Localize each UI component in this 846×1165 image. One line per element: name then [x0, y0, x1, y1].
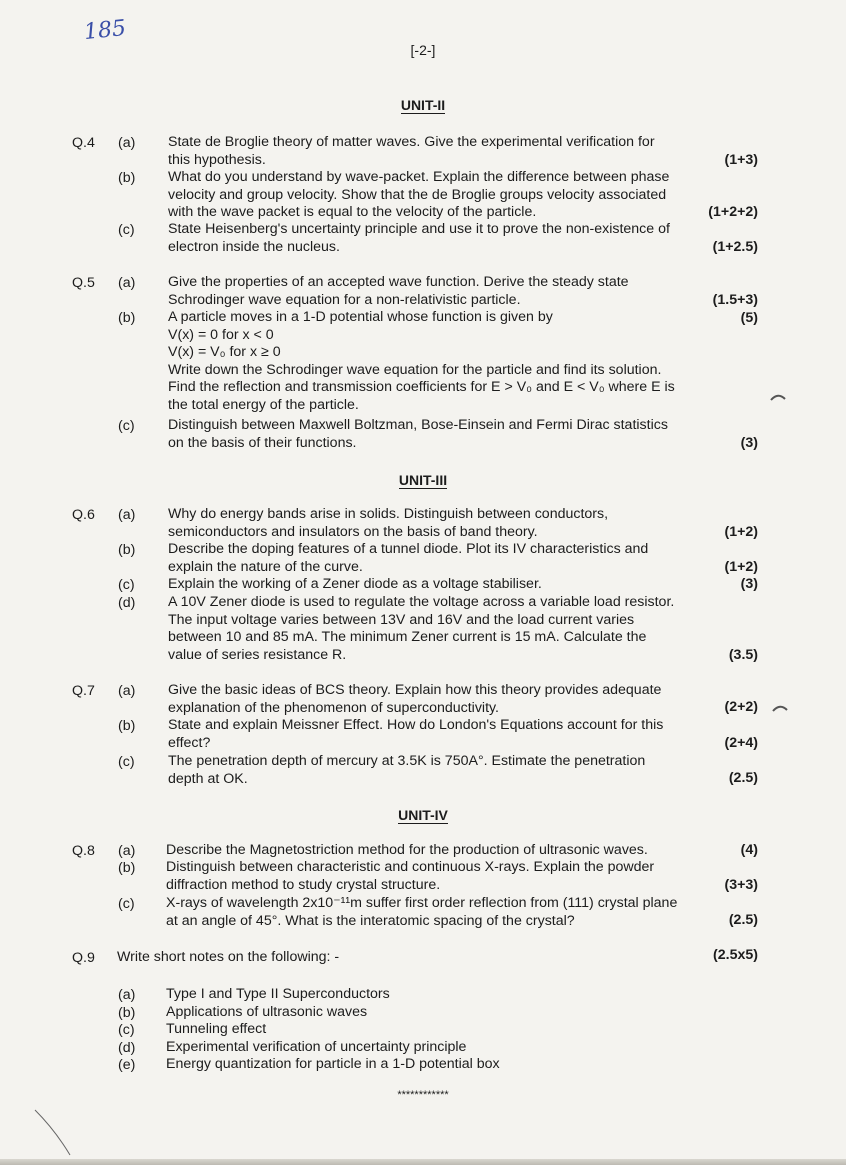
q8c-marks: (2.5): [728, 912, 758, 928]
q6c-label: (c): [118, 577, 135, 593]
q6b-text: Describe the doping features of a tunnel diode. Plot its IV characteristics and explain the nature of the curve.: [168, 541, 649, 575]
q9c-label: (c): [118, 1022, 135, 1038]
q4b-marks: (1+2+2): [708, 204, 758, 220]
end-of-paper-mark: ************: [397, 1089, 449, 1101]
q7c-text: The penetration depth of mercury at 3.5K is 750A°. Estimate the penetration depth at OK.: [168, 753, 646, 787]
q8a-marks: (4): [740, 842, 758, 858]
q6a-text: Why do energy bands arise in solids. Distinguish between conductors, semiconductors and insulators on the basis of band theory.: [168, 506, 609, 540]
q4c-text: State Heisenberg's uncertainty principle and use it to prove the non-existence of electron inside the nucleus.: [168, 221, 670, 255]
q9c-text: Tunneling effect: [166, 1021, 267, 1037]
scan-smudge: [770, 392, 786, 402]
q8-number: Q.8: [72, 843, 95, 859]
q9-marks: (2.5x5): [713, 947, 758, 963]
q6d-text: A 10V Zener diode is used to regulate the voltage across a variable load resistor. The input voltage varies between 13V and 16V and the load current varies between 10 and 85 mA. The minimum Zener current is 15 mA. Calculate the value of series resistance R.: [168, 594, 675, 663]
q4a-text: State de Broglie theory of matter waves. Give the experimental verification for this hypothesis.: [168, 134, 655, 168]
q8b-label: (b): [118, 860, 136, 876]
unit-ii-heading: UNIT-II: [400, 97, 446, 113]
q6c-text: Explain the working of a Zener diode as a voltage stabiliser.: [168, 576, 542, 592]
q9-intro: Write short notes on the following: -: [117, 949, 340, 965]
q4b-label: (b): [118, 170, 136, 186]
q8b-text: Distinguish between characteristic and continuous X-rays. Explain the powder diffraction method to study crystal structure.: [166, 859, 655, 893]
unit-iii-heading: UNIT-III: [398, 472, 448, 488]
q9b-text: Applications of ultrasonic waves: [166, 1004, 368, 1020]
q5b-marks: (5): [740, 310, 758, 326]
scan-stroke: [30, 1105, 80, 1160]
q6b-marks: (1+2): [724, 559, 758, 575]
q6-number: Q.6: [72, 507, 95, 523]
q4a-label: (a): [118, 135, 136, 151]
q8a-text: Describe the Magnetostriction method for the production of ultrasonic waves.: [166, 842, 648, 858]
q8c-text: X-rays of wavelength 2x10⁻¹¹m suffer first order reflection from (111) crystal plane at an angle of 45°. What is the interatomic spacing of the crystal?: [166, 895, 678, 929]
q9e-text: Energy quantization for particle in a 1-D potential box: [166, 1056, 500, 1072]
q6a-marks: (1+2): [724, 524, 758, 540]
q5a-text: Give the properties of an accepted wave function. Derive the steady state Schrodinger wave equation for a non-relativistic particle.: [168, 274, 629, 308]
q5c-marks: (3): [740, 435, 758, 451]
q9d-text: Experimental verification of uncertainty principle: [166, 1039, 467, 1055]
q4c-marks: (1+2.5): [712, 239, 758, 255]
q4-number: Q.4: [72, 135, 95, 151]
q5b-text: A particle moves in a 1-D potential whose function is given by V(x) = 0 for x < 0 V(x) = V₀ for x ≥ 0 Write down the Schrodinger wave equation for the particle and find its solution. Find the reflection and transmission coefficients for E > V₀ and E < V₀ where E is the total energy of the particle.: [168, 309, 675, 413]
q4c-label: (c): [118, 222, 135, 238]
pencil-page-count: 185: [82, 15, 128, 46]
q8a-label: (a): [118, 843, 136, 859]
q5a-label: (a): [118, 275, 136, 291]
q9e-label: (e): [118, 1057, 136, 1073]
q6b-label: (b): [118, 542, 136, 558]
q9-number: Q.9: [72, 950, 95, 966]
q6a-label: (a): [118, 507, 136, 523]
q6d-label: (d): [118, 595, 136, 611]
q9b-label: (b): [118, 1005, 136, 1021]
q7b-marks: (2+4): [724, 735, 758, 751]
q5c-text: Distinguish between Maxwell Boltzman, Bose-Einsein and Fermi Dirac statistics on the basis of their functions.: [168, 417, 668, 451]
q7b-text: State and explain Meissner Effect. How do London's Equations account for this effect?: [168, 717, 664, 751]
q7a-label: (a): [118, 683, 136, 699]
scan-bottom-edge: [0, 1159, 846, 1165]
q9a-text: Type I and Type II Superconductors: [166, 986, 390, 1002]
q7-number: Q.7: [72, 683, 95, 699]
page-number: [-2-]: [410, 42, 436, 58]
scan-smudge: [772, 703, 788, 713]
q7c-label: (c): [118, 754, 135, 770]
q5c-label: (c): [118, 418, 135, 434]
q4b-text: What do you understand by wave-packet. Explain the difference between phase velocity and group velocity. Show that the de Broglie groups velocity associated with the wave packet is equal to the velocity of the particle.: [168, 169, 670, 221]
unit-iv-heading: UNIT-IV: [398, 807, 448, 823]
q7a-marks: (2+2): [724, 699, 758, 715]
q6c-marks: (3): [740, 576, 758, 592]
q5-number: Q.5: [72, 275, 95, 291]
q8c-label: (c): [118, 896, 135, 912]
q4a-marks: (1+3): [724, 152, 758, 168]
q7a-text: Give the basic ideas of BCS theory. Explain how this theory provides adequate explanation of the phenomenon of superconductivity.: [168, 682, 662, 716]
q7c-marks: (2.5): [728, 770, 758, 786]
q9d-label: (d): [118, 1040, 136, 1056]
q6d-marks: (3.5): [728, 647, 758, 663]
q8b-marks: (3+3): [724, 877, 758, 893]
q5b-label: (b): [118, 310, 136, 326]
q9a-label: (a): [118, 987, 136, 1003]
q7b-label: (b): [118, 718, 136, 734]
q5a-marks: (1.5+3): [712, 292, 758, 308]
